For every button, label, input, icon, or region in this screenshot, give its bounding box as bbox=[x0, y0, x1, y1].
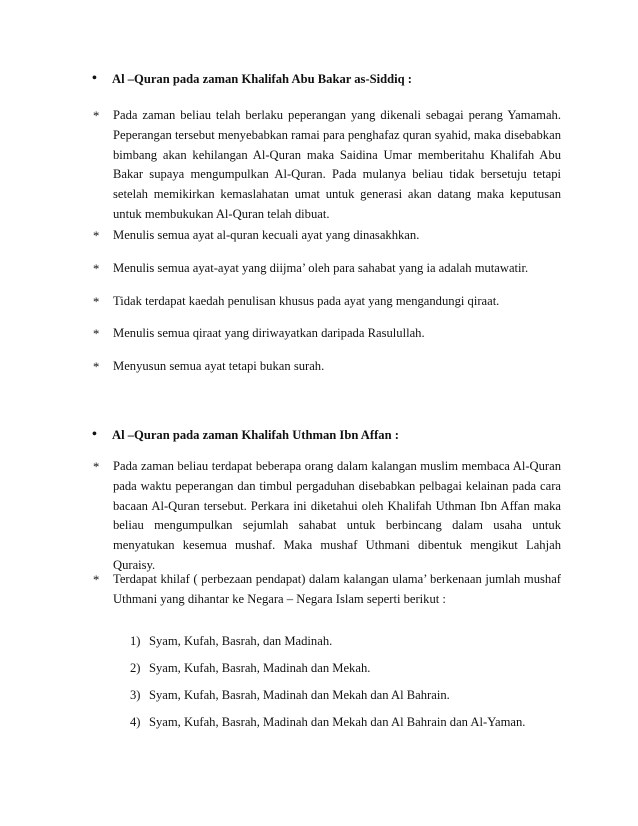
list-number: 4) bbox=[130, 715, 141, 729]
asterisk-icon: * bbox=[93, 109, 100, 123]
asterisk-icon: * bbox=[93, 460, 100, 474]
paragraph-text: Terdapat khilaf ( perbezaan pendapat) dalam kalangan ulama’ berkenaan jumlah mushaf Uthmani yang dihantar ke Negara – Negara Islam seperti berikut : bbox=[113, 572, 561, 606]
list-item-text: Syam, Kufah, Basrah, Madinah dan Mekah dan Al Bahrain. bbox=[149, 688, 450, 702]
bullet-icon: • bbox=[92, 71, 97, 86]
asterisk-icon: * bbox=[93, 295, 100, 309]
list-number: 3) bbox=[130, 688, 141, 702]
asterisk-icon: * bbox=[93, 360, 100, 374]
asterisk-icon: * bbox=[93, 327, 100, 341]
asterisk-icon: * bbox=[93, 262, 100, 276]
section-heading-text: Al –Quran pada zaman Khalifah Uthman Ibn Affan : bbox=[112, 428, 399, 442]
list-item-text: Syam, Kufah, Basrah, Madinah dan Mekah dan Al Bahrain dan Al-Yaman. bbox=[149, 715, 526, 729]
list-item-text: Syam, Kufah, Basrah, dan Madinah. bbox=[149, 634, 333, 648]
list-item-text: Menulis semua ayat-ayat yang diijma’ oleh para sahabat yang ia adalah mutawatir. bbox=[113, 261, 529, 275]
list-number: 2) bbox=[130, 661, 141, 675]
list-number: 1) bbox=[130, 634, 141, 648]
list-item-text: Menulis semua qiraat yang diriwayatkan daripada Rasulullah. bbox=[113, 326, 425, 340]
paragraph-text: Pada zaman beliau telah berlaku peperangan yang dikenali sebagai perang Yamamah. Peperangan tersebut menyebabkan ramai para penghafaz quran syahid, maka disebabkan bimbang akan kehilangan Al-Quran maka Saidina Umar memberitahu Khalifah Abu Bakar supaya mengumpulkan Al-Quran. Pada mulanya beliau tidak bersetuju tetapi setelah memikirkan kemaslahatan umat untuk generasi akan datang maka keputusan untuk membukukan Al-Quran telah dibuat. bbox=[113, 108, 561, 221]
section-heading-text: Al –Quran pada zaman Khalifah Abu Bakar as-Siddiq : bbox=[112, 72, 413, 86]
list-item-text: Tidak terdapat kaedah penulisan khusus pada ayat yang mengandungi qiraat. bbox=[113, 294, 500, 308]
list-item-text: Menyusun semua ayat tetapi bukan surah. bbox=[113, 359, 325, 373]
asterisk-icon: * bbox=[93, 229, 100, 243]
paragraph-text: Pada zaman beliau terdapat beberapa orang dalam kalangan muslim membaca Al-Quran pada waktu peperangan dan timbul pergaduhan disebabkan pelbagai kelainan pada cara bacaan Al-Quran tersebut. Perkara ini diketahui oleh Khalifah Uthman Ibn Affan maka beliau mengumpulkan sejumlah sahabat untuk berbincang dalam usaha untuk menyatukan kesemua mushaf. Maka mushaf Uthmani dibentuk mengikut Lahjah Quraisy. bbox=[113, 459, 561, 572]
list-item-text: Menulis semua ayat al-quran kecuali ayat yang dinasakhkan. bbox=[113, 228, 420, 242]
list-item-text: Syam, Kufah, Basrah, Madinah dan Mekah. bbox=[149, 661, 371, 675]
bullet-icon: • bbox=[92, 427, 97, 442]
asterisk-icon: * bbox=[93, 573, 100, 587]
